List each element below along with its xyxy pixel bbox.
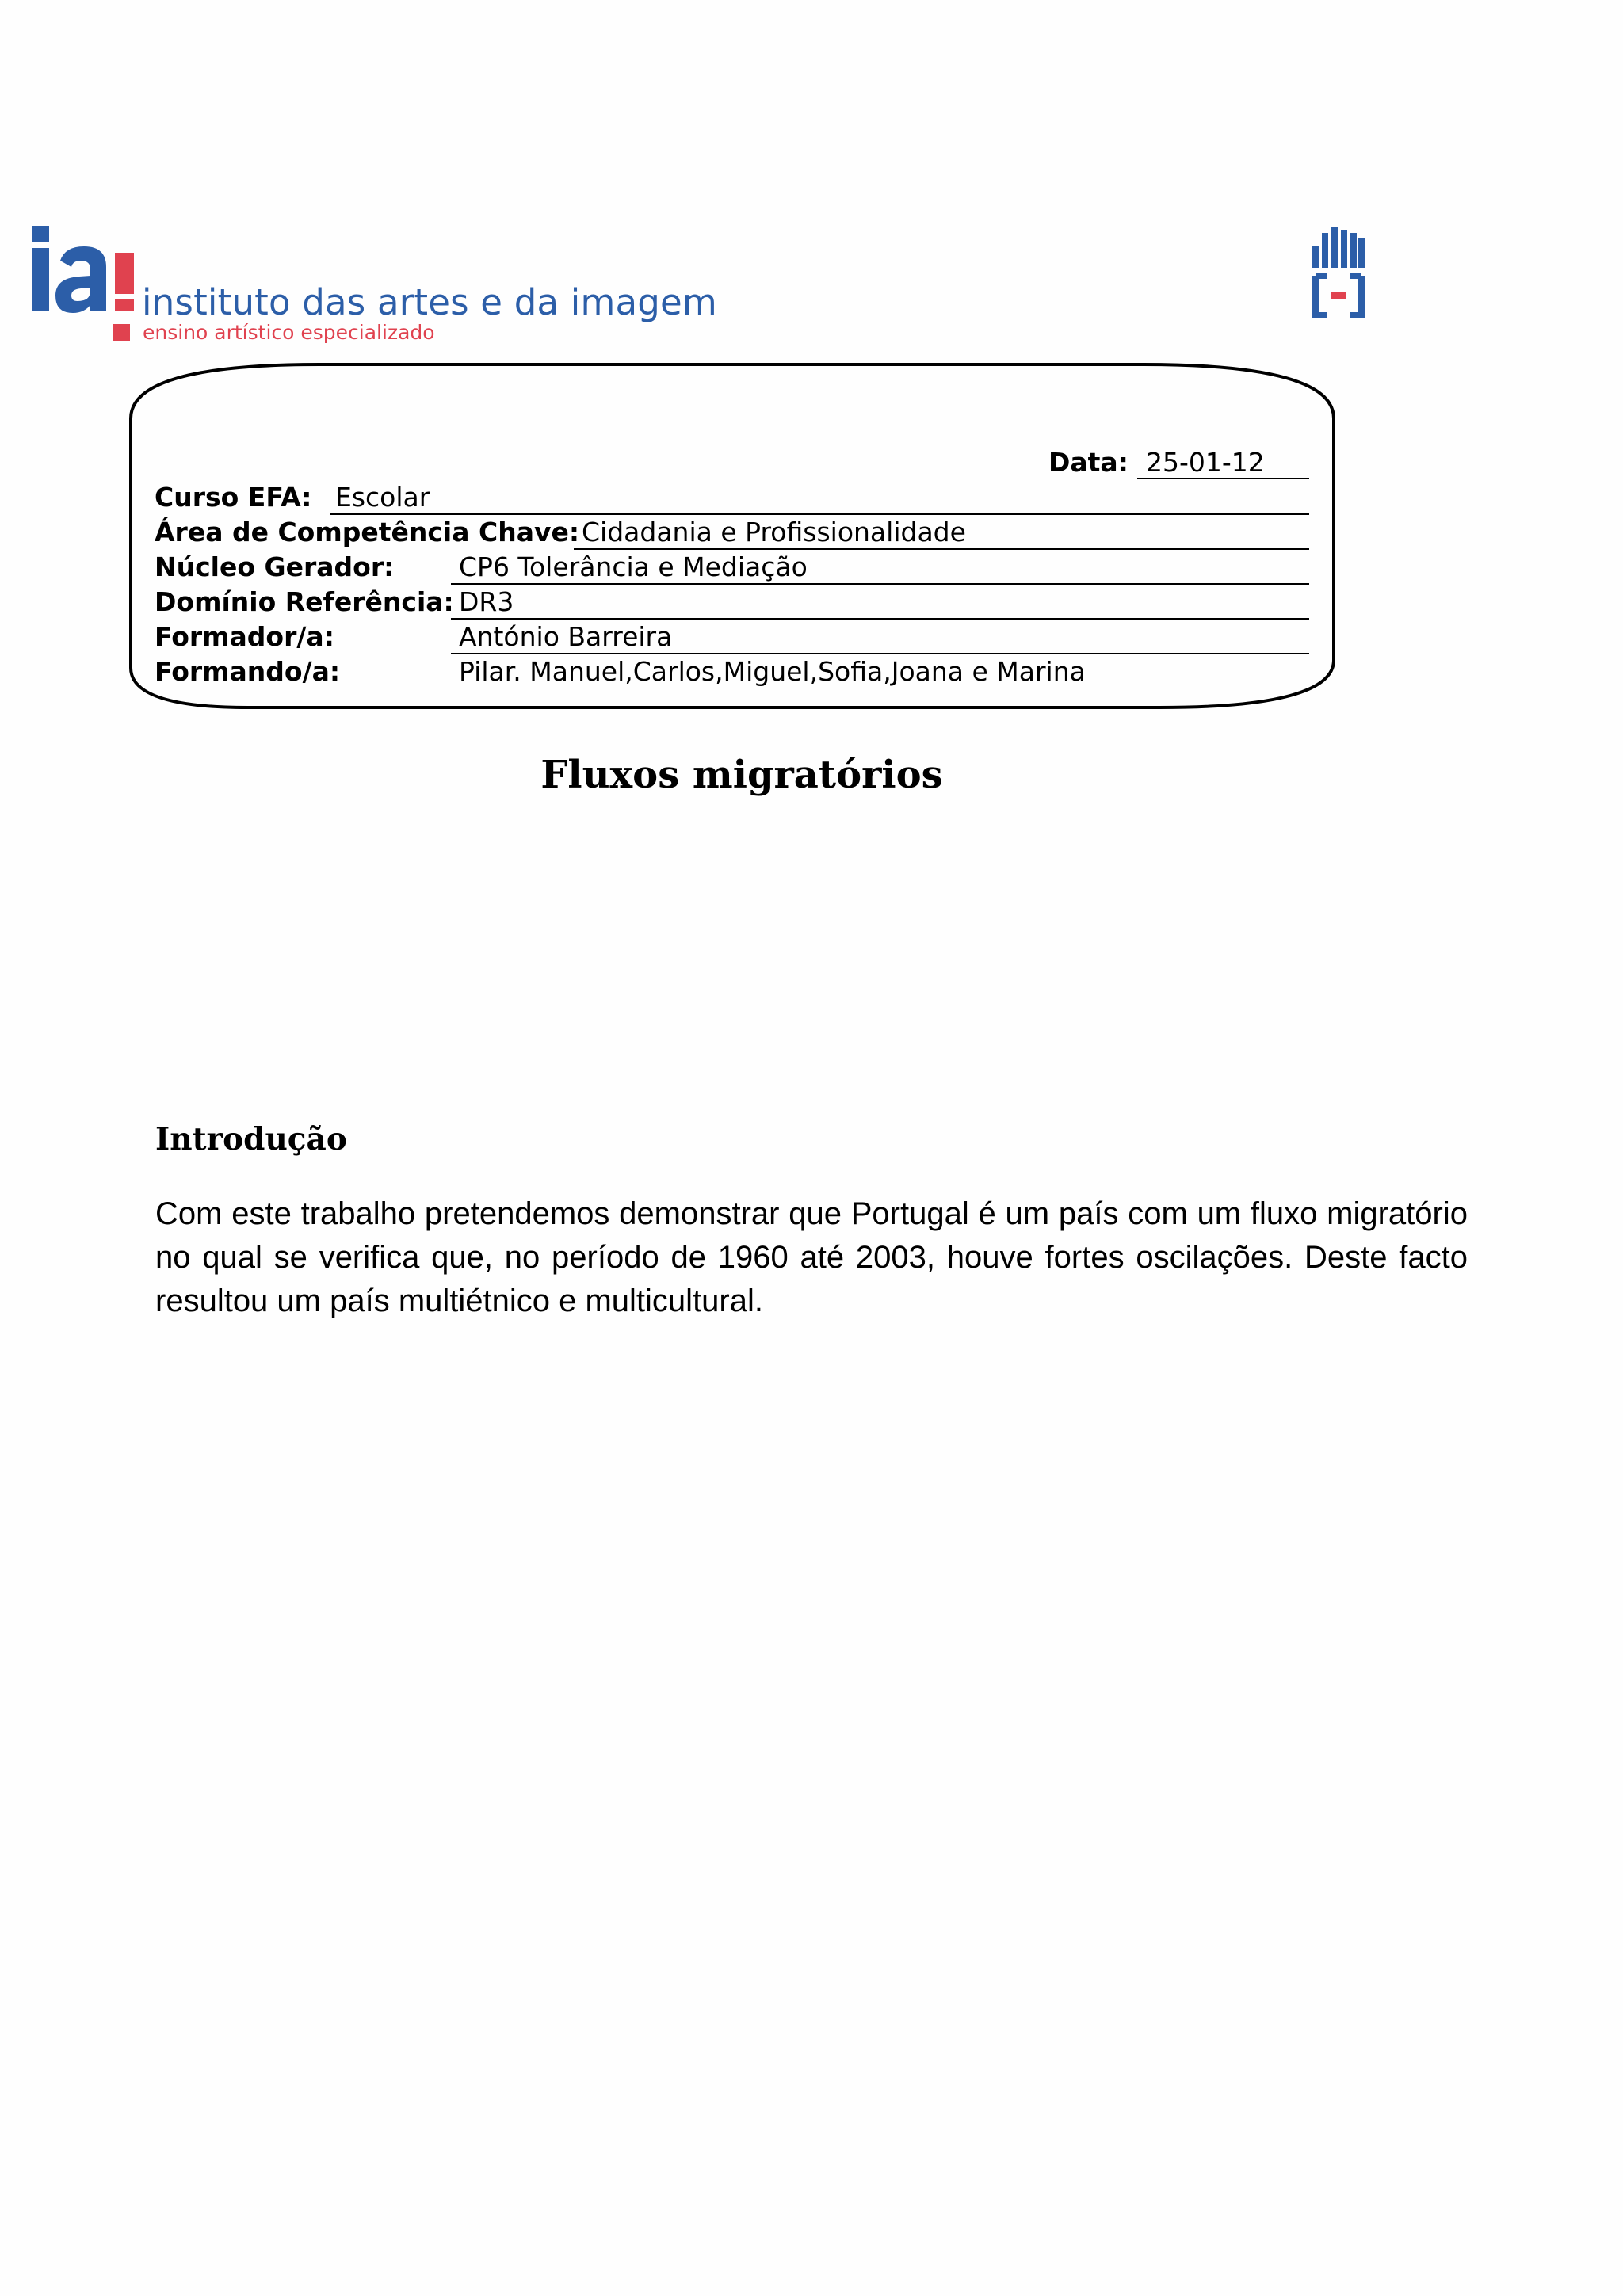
section-heading: Introdução <box>155 1121 347 1158</box>
document-title: Fluxos migratórios <box>540 753 943 797</box>
section-paragraph: Com este trabalho pretendemos demonstrar que Portugal é um país com um fluxo migratório no qual se verifica que, no período de 1960 até 2003, houve fortes oscilações. Deste facto resultou um país multiétnico e multicultural. <box>155 1196 1468 1318</box>
generator-core-value: CP6 Tolerância e Mediação <box>459 551 808 582</box>
date-label: Data: <box>1048 447 1128 478</box>
course-info-box <box>129 363 1335 709</box>
ia-logo-mark <box>30 226 137 321</box>
course-underline <box>330 513 1309 515</box>
institute-name: instituto das artes e da imagem <box>142 281 717 323</box>
tagline-text: ensino artístico especializado <box>143 321 435 344</box>
trainer-underline <box>451 653 1309 654</box>
institute-tagline <box>113 321 435 344</box>
competence-area-underline <box>574 548 1309 550</box>
generator-core-label: Núcleo Gerador: <box>155 551 395 582</box>
trainees-label: Formando/a: <box>155 656 341 687</box>
reference-domain-value: DR3 <box>459 586 514 617</box>
course-label: Curso EFA: <box>155 482 312 513</box>
reference-domain-underline <box>451 618 1309 620</box>
competence-area-value: Cidadania e Profissionalidade <box>582 517 966 547</box>
trainer-label: Formador/a: <box>155 621 334 652</box>
course-value: Escolar <box>335 482 430 513</box>
competence-area-label: Área de Competência Chave: <box>155 517 580 547</box>
date-value: 25-01-12 <box>1146 447 1265 478</box>
institute-logo <box>30 226 743 353</box>
school-emblem-icon <box>1312 227 1365 320</box>
tagline-square-icon <box>113 324 130 341</box>
date-underline <box>1137 478 1309 479</box>
trainees-value: Pilar. Manuel,Carlos,Miguel,Sofia,Joana e Marina <box>459 656 1086 687</box>
reference-domain-label: Domínio Referência: <box>155 586 454 617</box>
trainer-value: António Barreira <box>459 621 673 652</box>
generator-core-underline <box>451 583 1309 585</box>
